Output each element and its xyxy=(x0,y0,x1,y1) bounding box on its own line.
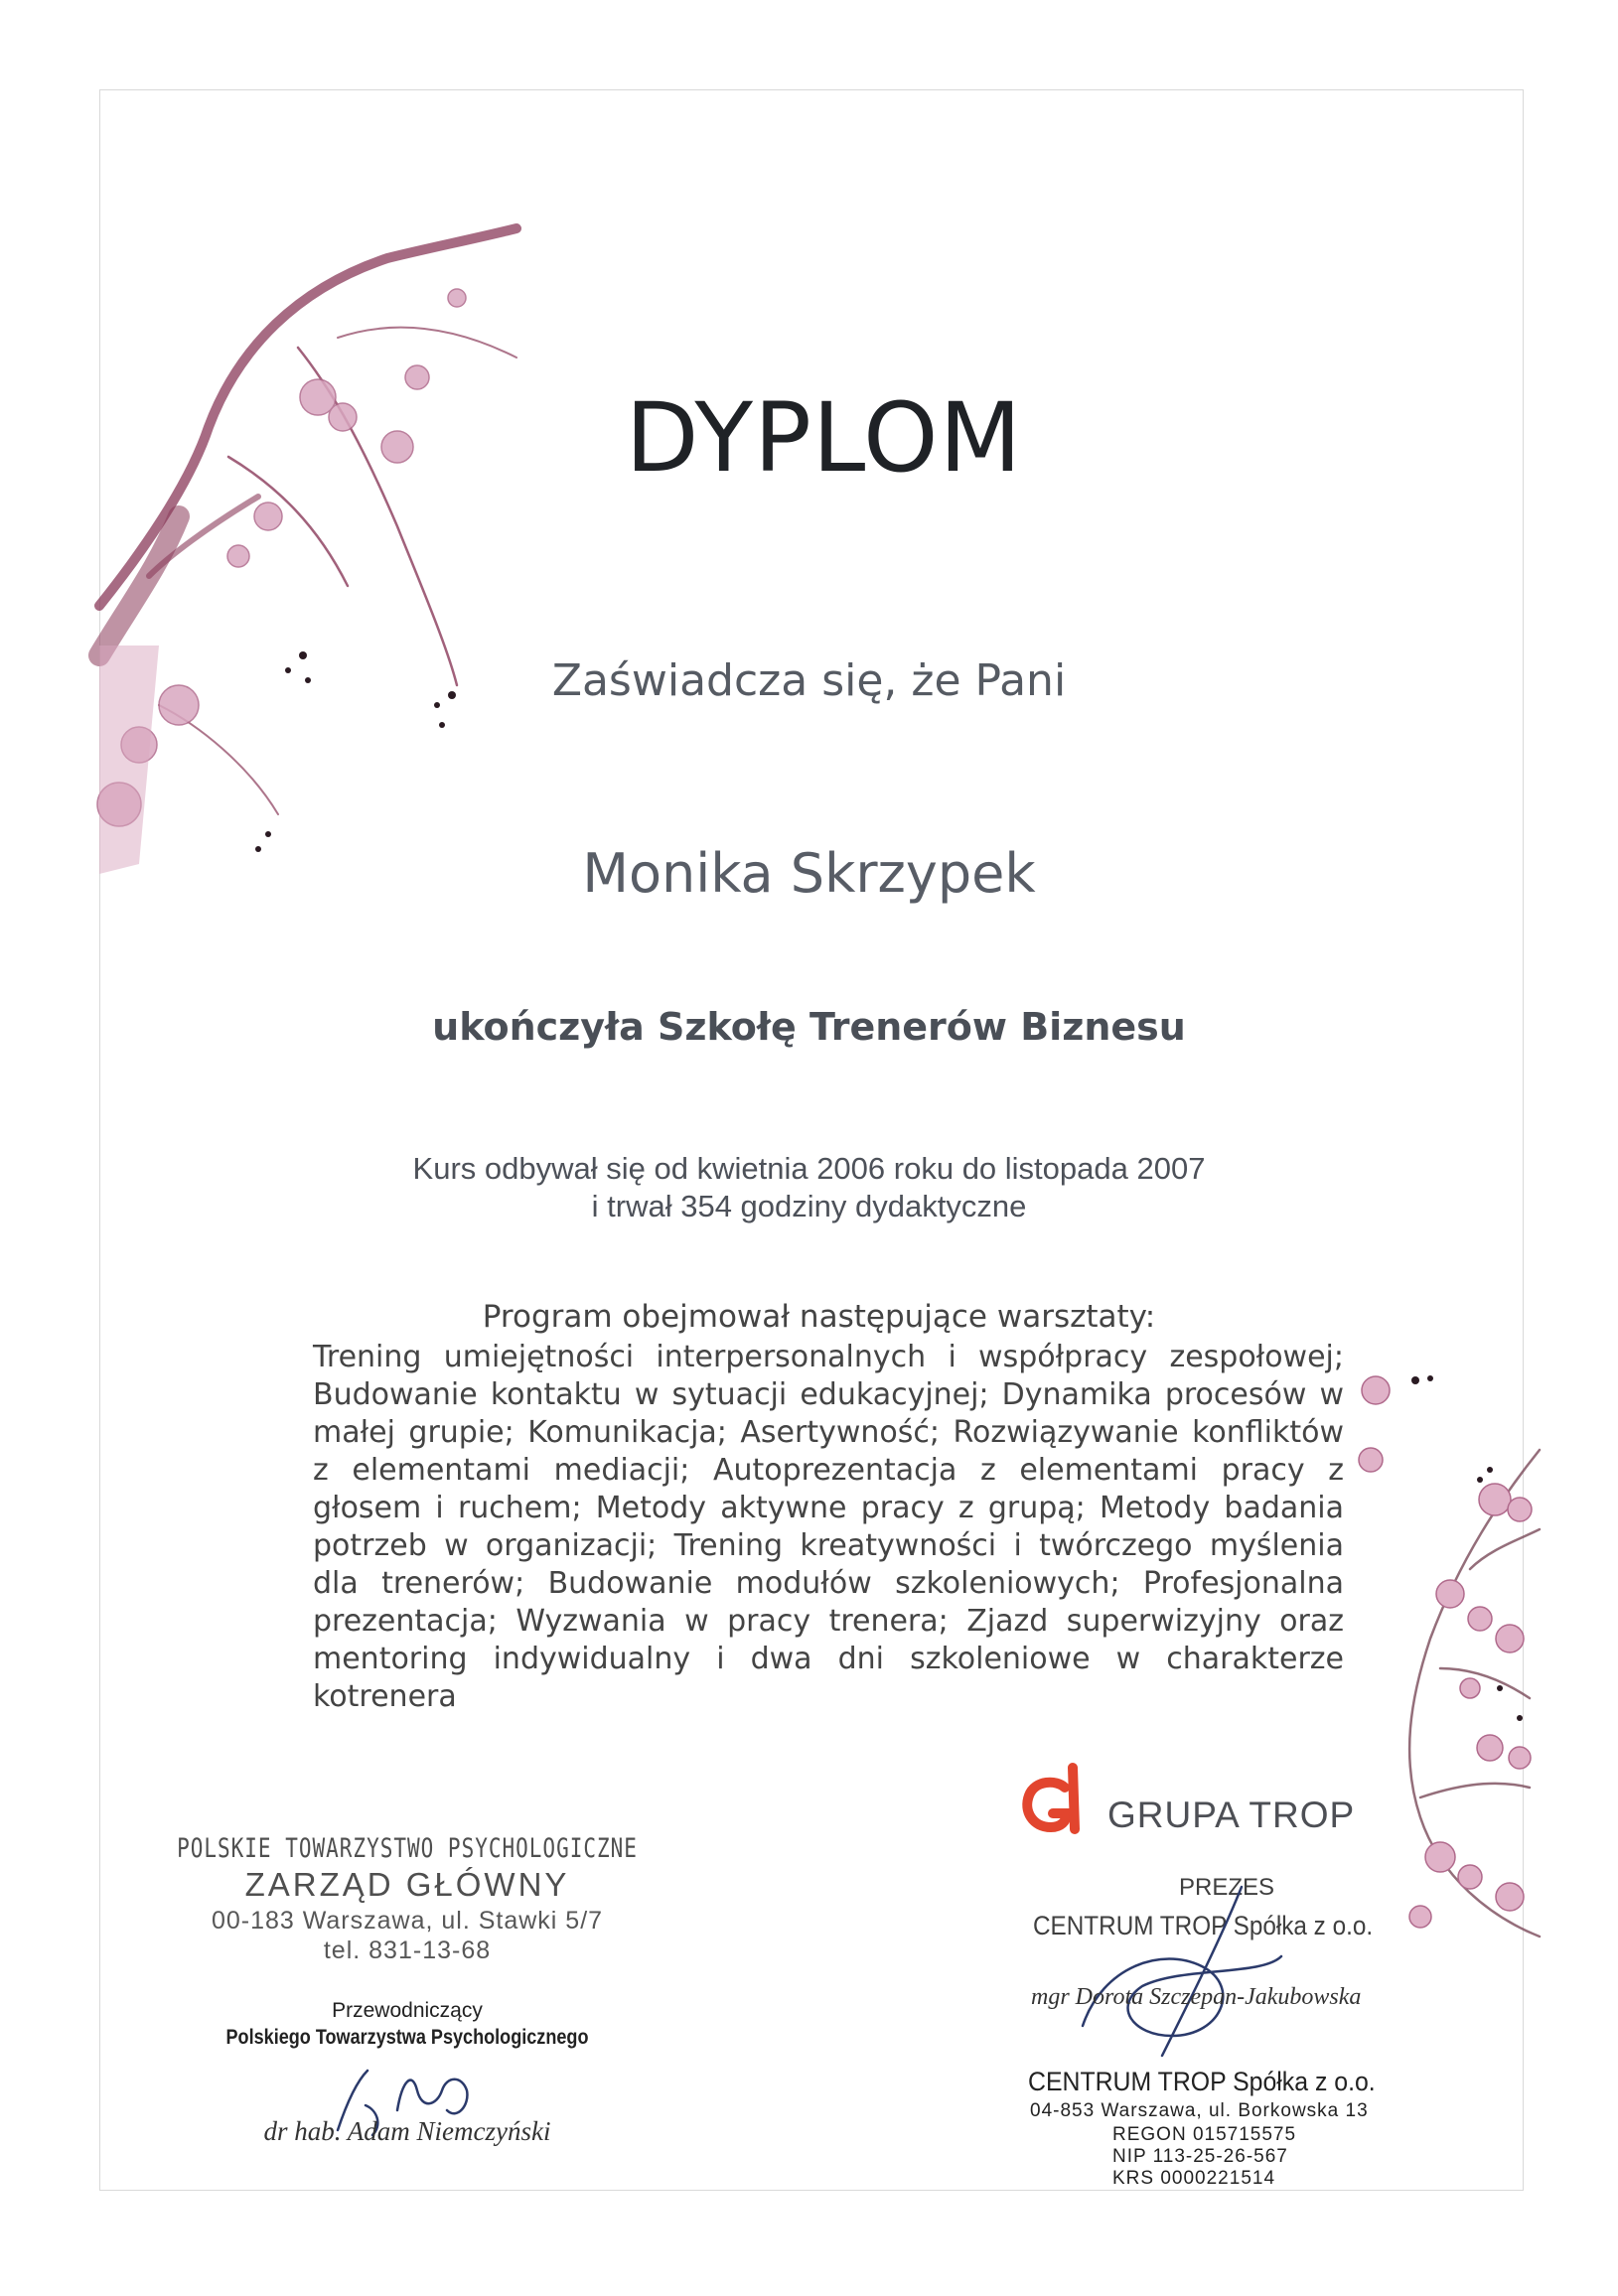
ptp-board: ZARZĄD GŁÓWNY xyxy=(244,1866,570,1903)
ptp-phone: tel. 831-13-68 xyxy=(323,1937,492,1964)
course-dates: Kurs odbywał się od kwietnia 2006 roku do listopada 2007 xyxy=(412,1151,1206,1186)
program-header: Program obejmował następujące warsztaty: xyxy=(482,1299,1156,1335)
ptp-signer-role: Przewodniczący xyxy=(332,1999,483,2022)
stamp-address: 04-853 Warszawa, ul. Borkowska 13 xyxy=(1030,2100,1369,2121)
ptp-address: 00-183 Warszawa, ul. Stawki 5/7 xyxy=(211,1907,604,1935)
course-hours: i trwał 354 godziny dydaktyczne xyxy=(591,1189,1027,1223)
document-title: DYPLOM xyxy=(625,382,1023,494)
certification-line: Zaświadcza się, że Pani xyxy=(551,655,1067,706)
recipient-name: Monika Skrzypek xyxy=(582,842,1036,905)
grupa-trop-logo-icon xyxy=(1013,1768,1103,1837)
trop-signer-title: PREZES xyxy=(1178,1874,1275,1901)
trop-signer-name: mgr Dorota Szczepan-Jakubowska xyxy=(1031,1984,1362,2010)
signature-right-icon xyxy=(1043,1877,1301,2076)
stamp-nip: NIP 113-25-26-567 xyxy=(1112,2146,1288,2167)
ptp-signer-name: dr hab. Adam Niemczyński xyxy=(263,2116,551,2146)
stamp-company: CENTRUM TROP Spółka z o.o. xyxy=(1028,2067,1376,2096)
stamp-regon: REGON 015715575 xyxy=(1112,2124,1297,2145)
grupa-trop-brand: GRUPA TROP xyxy=(1107,1794,1356,1835)
stamp-krs: KRS 0000221514 xyxy=(1112,2168,1276,2189)
course-info xyxy=(0,1150,1618,1225)
ptp-org-name: POLSKIE TOWARZYSTWO PSYCHOLOGICZNE xyxy=(177,1833,638,1863)
ptp-signer-role-org: Polskiego Towarzystwa Psychologicznego xyxy=(225,2026,589,2049)
trop-company: CENTRUM TROP Spółka z o.o. xyxy=(1033,1911,1374,1940)
cherry-blossom-top-left-icon xyxy=(99,228,596,874)
completion-line: ukończyła Szkołę Trenerów Biznesu xyxy=(432,1005,1186,1049)
program-body: Trening umiejętności interpersonalnych i współpracy zespołowej; Budowanie kontaktu w sytuacji edukacyjnej; Dynamika procesów w małej grupie; Komunikacja; Asertywność; Rozwiązywanie konfliktów z elementami mediacji; Autoprezentacja z elementami pracy z głosem i ruchem; Metody aktywne pracy z grupą; Metody badania potrzeb w organizacji; Trening kreatywności i twórczego myślenia dla trenerów; Budowanie modułów szkoleniowych; Profesjonalna prezentacja; Wyzwania w pracy trenera; Zjazd superwizyjny oraz mentoring indywidualny i dwa dni szkoleniowe w charakterze kotrenera xyxy=(313,1340,1344,1714)
